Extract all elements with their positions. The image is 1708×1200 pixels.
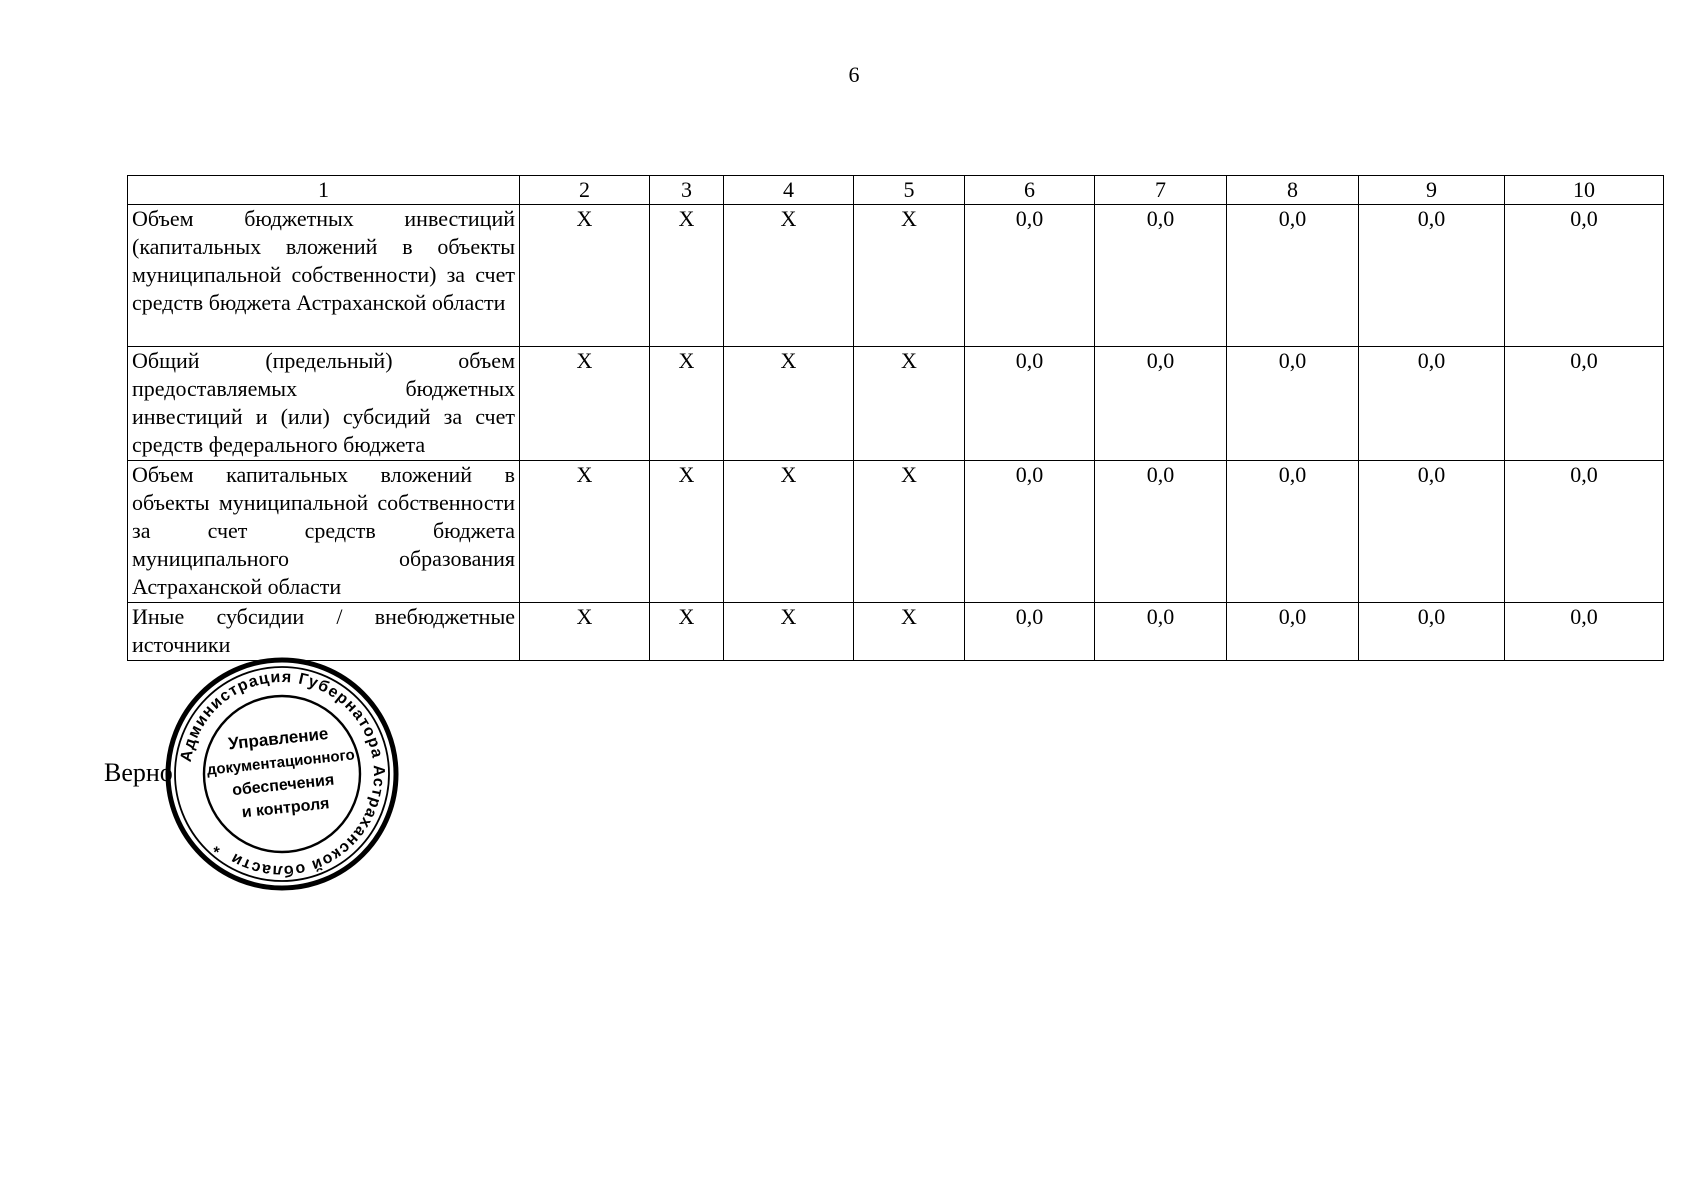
table-cell: 0,0 bbox=[1095, 205, 1227, 347]
column-number: 7 bbox=[1095, 176, 1227, 205]
table-cell: X bbox=[520, 603, 650, 661]
column-number: 6 bbox=[965, 176, 1095, 205]
table-cell: 0,0 bbox=[965, 347, 1095, 461]
table-cell: 0,0 bbox=[1359, 347, 1505, 461]
table-cell: 0,0 bbox=[1227, 205, 1359, 347]
table-cell: 0,0 bbox=[1227, 603, 1359, 661]
table-cell: X bbox=[854, 603, 965, 661]
budget-table bbox=[127, 175, 1664, 661]
row-label: Иные субсидии / внебюджетные источники bbox=[128, 603, 520, 661]
table-cell: X bbox=[650, 461, 724, 603]
table-cell: 0,0 bbox=[1359, 603, 1505, 661]
table-cell: 0,0 bbox=[1505, 603, 1664, 661]
row-label: Объем капитальных вложений в объекты муниципальной собственности за счет средств бюджета муниципального образования Астраханской области bbox=[128, 461, 520, 603]
table-cell: X bbox=[724, 603, 854, 661]
table-cell: X bbox=[520, 347, 650, 461]
table-cell: 0,0 bbox=[965, 205, 1095, 347]
table-cell: X bbox=[520, 205, 650, 347]
stamp-inner-line: обеспечения bbox=[231, 771, 336, 800]
table-cell: 0,0 bbox=[1227, 461, 1359, 603]
column-number: 2 bbox=[520, 176, 650, 205]
table-row bbox=[128, 603, 1664, 661]
stamp-outer-text: Администрация Губернатора Астраханской области * bbox=[177, 668, 388, 880]
table-cell: X bbox=[854, 205, 965, 347]
table-cell: 0,0 bbox=[1359, 461, 1505, 603]
table-cell: 0,0 bbox=[1505, 347, 1664, 461]
stamp-outer-ring bbox=[168, 660, 396, 888]
table-cell: 0,0 bbox=[1359, 205, 1505, 347]
official-stamp bbox=[162, 654, 402, 894]
table-header-row bbox=[128, 176, 1664, 205]
table-cell: X bbox=[650, 205, 724, 347]
column-number: 8 bbox=[1227, 176, 1359, 205]
table-cell: X bbox=[724, 461, 854, 603]
row-label: Общий (предельный) объем предоставляемых бюджетных инвестиций и (или) субсидий за счет средств федерального бюджета bbox=[128, 347, 520, 461]
table-cell: 0,0 bbox=[1505, 205, 1664, 347]
column-number: 10 bbox=[1505, 176, 1664, 205]
table-cell: X bbox=[724, 205, 854, 347]
table-row bbox=[128, 205, 1664, 347]
stamp-inner-line: документационного bbox=[206, 746, 356, 779]
stamp-inner-line: и контроля bbox=[240, 795, 331, 822]
table-cell: X bbox=[650, 603, 724, 661]
table-cell: X bbox=[724, 347, 854, 461]
table-cell: X bbox=[854, 461, 965, 603]
table-cell: X bbox=[650, 347, 724, 461]
table-cell: 0,0 bbox=[1095, 347, 1227, 461]
stamp-inner-line: Управление bbox=[227, 723, 330, 754]
table-cell: 0,0 bbox=[965, 603, 1095, 661]
certification-verno: Верно bbox=[104, 758, 173, 787]
table-cell: 0,0 bbox=[965, 461, 1095, 603]
table-cell: X bbox=[520, 461, 650, 603]
column-number: 3 bbox=[650, 176, 724, 205]
column-number: 4 bbox=[724, 176, 854, 205]
column-number: 9 bbox=[1359, 176, 1505, 205]
row-label: Объем бюджетных инвестиций (капитальных вложений в объекты муниципальной собственности) за счет средств бюджета Астраханской области bbox=[128, 205, 520, 347]
page-number: 6 bbox=[848, 62, 860, 87]
table-cell: 0,0 bbox=[1505, 461, 1664, 603]
table-row bbox=[128, 461, 1664, 603]
column-number: 5 bbox=[854, 176, 965, 205]
table-cell: 0,0 bbox=[1227, 347, 1359, 461]
table-cell: 0,0 bbox=[1095, 461, 1227, 603]
table-cell: 0,0 bbox=[1095, 603, 1227, 661]
column-number: 1 bbox=[128, 176, 520, 205]
table-cell: X bbox=[854, 347, 965, 461]
table-row bbox=[128, 347, 1664, 461]
